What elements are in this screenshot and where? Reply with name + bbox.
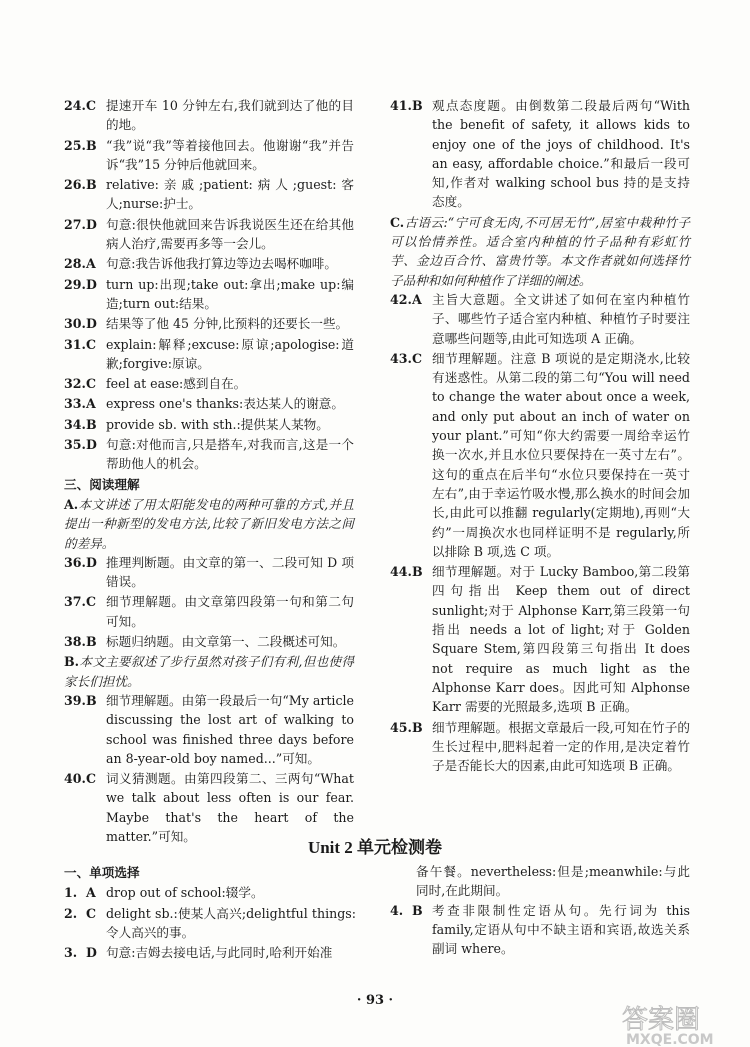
note-text: 本文讲述了用太阳能发电的两种可靠的方式,并且提出一种新型的发电方法,比较了新旧发电方法之间的差异。 [64,496,354,551]
unit2-left-column [64,862,356,963]
answer-item [64,435,354,474]
answer-item [390,349,690,561]
answer-letter: B [412,564,423,580]
passage-note-a [64,495,354,553]
question-number: 30. [64,316,86,332]
explanation-text: 考查非限制性定语从句。先行词为 this family,定语从句中不缺主语和宾语,故选关系副词 where。 [432,902,690,957]
answer-item [64,553,354,592]
left-column [64,96,354,847]
answer-number [390,901,432,959]
answer-item [390,290,690,348]
answer-item [64,632,354,651]
question-number: 38. [64,634,86,650]
explanation-text: 句意:很快他就回来告诉我说医生还在给其他病人治疗,需要再多等一会儿。 [106,216,354,252]
right-column [390,96,690,776]
answer-number [390,562,432,716]
answer-letter: C [86,98,97,113]
answer-item [64,215,354,254]
explanation-text: 细节理解题。对于 Lucky Bamboo,第二段第四句指出 Keep them out of direct sunlight;对于 Alphonse Karr,第三段第一句指出 needs a lot of light;对于 Golden Square Stem,第四段第三句指出 It does not require as much light as the Alphonse Karr does。因此可知 Alphonse Karr 需要的光照最多,选项 B 正确。 [432,564,690,715]
explanation-text: 句意:对他而言,只是搭车,对我而言,这是一个帮助他人的机会。 [106,437,354,472]
note-label: B. [64,654,80,670]
question-number: 4. [390,902,404,918]
answer-number [64,632,106,651]
question-number: 28. [64,256,86,272]
section-heading-reading: 三、阅读理解 [64,476,140,492]
answer-letter: C [86,771,97,787]
answer-number [64,553,106,592]
explanation-text: 句意:我告诉他我打算边等边去喝杯咖啡。 [106,256,337,272]
watermark-text: 答案圈 [622,1005,701,1035]
watermark-logo [618,1000,744,1046]
question-number: 27. [64,216,86,232]
answer-list [390,901,690,959]
answer-letter: B [412,719,423,735]
question-number: 26. [64,177,86,193]
note-label: A. [64,496,79,512]
answer-item [64,96,354,135]
note-label: C. [390,214,405,230]
answer-list [64,96,354,474]
answer-letter: A [86,396,96,412]
answer-item [64,691,354,768]
continued-text: 备午餐。nevertheless:但是;meanwhile:与此同时,在此期间。 [416,864,690,899]
answer-letter: D [86,316,97,332]
explanation-text: 结果等了他 45 分钟,比预料的还要长一些。 [106,316,349,332]
answer-letter: C [86,336,97,352]
explanation-text: 标题归纳题。由文章第一、二段概述可知。 [106,634,346,650]
answer-number [64,335,106,374]
passage-note-b [64,652,354,691]
answer-letter: D [86,945,97,961]
answer-item [64,592,354,631]
answer-letter: B [86,634,97,650]
question-number: 33. [64,396,86,412]
answer-item [64,904,356,943]
answer-letter: A [86,256,96,272]
answer-number [64,275,106,314]
note-text: 古语云:“宁可食无肉,不可居无竹”,居室中栽种竹子可以怡情养性。适合室内种植的竹子品种有彩虹竹芋、金边百合竹、富贵竹等。本文作者就如何选择竹子品种和如何种植作了详细的阐述。 [390,214,690,288]
explanation-text: 细节理解题。根据文章最后一段,可知在竹子的生长过程中,肥料起着一定的作用,是决定着竹子是否能长大的因素,由此可知选项 B 正确。 [432,719,690,774]
question-number: 31. [64,336,86,352]
answer-list [64,691,354,846]
answer-number [64,415,106,434]
question-number: 25. [64,137,86,153]
answer-item [64,254,354,273]
answer-number [64,943,106,962]
explanation-text: 细节理解题。由文章第四段第一句和第二句可知。 [106,594,354,629]
answer-number [64,374,106,393]
question-number: 37. [64,594,86,610]
explanation-text: 细节理解题。注意 B 项说的是定期浇水,比较有迷惑性。从第二段的第二句“You will need to change the water about once a week, and only put about an inch of water on your plant.”可知“你大约需要一周给幸运竹换一次水,并且水位只要保持在一英寸左右”。这句的重点在后半句“水位只要保持在一英寸左右”,由于幸运竹吸水慢,那么换水的时间会加长,由此可以推翻 regularly(定期地),再则“大约”一周换次水也同样证明不是 regularly,所以排除 B 项,选 C 项。 [432,350,690,559]
answer-item [64,335,354,374]
explanation-text: turn up:出现;take out:拿出;make up:编造;turn out:结果。 [106,276,354,311]
answer-number [64,883,106,902]
answer-number [64,215,106,254]
answer-item [64,883,356,902]
answer-item [390,562,690,716]
explanation-text: 细节理解题。由第一段最后一句“My article discussing the lost art of walking to school was finished three days before an 8-year-old boy named...”可知。 [106,692,354,766]
explanation-text: 句意:吉姆去接电话,与此同时,哈利开始准 [106,945,333,961]
explanation-text: relative:亲戚;patient:病人;guest:客人;nurse:护士。 [106,177,354,212]
answer-letter: D [86,216,97,232]
answer-number [64,314,106,333]
watermark-url: MXQE.COM [626,1032,714,1046]
answer-list [64,553,354,651]
answer-item [390,96,690,212]
question-number: 40. [64,771,86,787]
answer-letter: B [86,177,97,193]
answer-list [64,883,356,962]
answer-number [64,96,106,135]
answer-number [390,349,432,561]
answer-letter: B [86,137,97,153]
answer-letter: D [86,437,97,453]
question-number: 34. [64,416,86,432]
question-number: 36. [64,554,86,570]
answer-item [64,943,356,962]
answer-number [64,435,106,474]
question-number: 2. [64,905,78,921]
answer-number [64,592,106,631]
question-number: 1. [64,885,78,901]
question-number: 42. [390,291,412,307]
answer-item [64,314,354,333]
explanation-text: express one's thanks:表达某人的谢意。 [106,396,344,412]
explanation-text: provide sb. with sth.:提供某人某物。 [106,416,329,432]
question-number: 24. [64,98,86,113]
explanation-text: feel at ease:感到自在。 [106,376,247,392]
answer-letter: B [412,902,423,918]
answer-letter: C [86,594,97,610]
question-number: 43. [390,350,412,366]
explanation-text: explain:解释;excuse:原谅;apologise:道歉;forgive:原谅。 [106,336,354,371]
explanation-text: drop out of school:辍学。 [106,885,264,901]
answer-number [64,254,106,273]
note-text: 本文主要叙述了步行虽然对孩子们有利,但也使得家长们担忧。 [64,654,354,689]
answer-letter: A [412,291,422,307]
answer-number [64,175,106,214]
answer-letter: A [86,885,96,901]
answer-item [64,275,354,314]
question-number: 44. [390,564,412,580]
unit-title: Unit 2 单元检测卷 [307,838,443,857]
question-number: 45. [390,719,412,735]
page-number: · 93 · [356,993,394,1008]
answer-number [64,136,106,175]
answer-letter: B [86,692,97,708]
answer-item [64,136,354,175]
question-number: 32. [64,376,86,392]
question-number: 35. [64,437,86,453]
section-heading-choice: 一、单项选择 [64,865,140,880]
answer-item [64,415,354,434]
answer-number [64,691,106,768]
question-number: 41. [390,98,412,113]
answer-number [390,290,432,348]
answer-letter: C [86,905,97,921]
question-number: 3. [64,945,78,961]
answer-item [64,374,354,393]
answer-number [390,96,432,212]
answer-letter: D [86,276,97,292]
passage-note-c [390,213,690,290]
answer-letter: D [86,554,97,570]
explanation-text: delight sb.:使某人高兴;delightful things:令人高兴的事。 [106,905,356,940]
explanation-text: 提速开车 10 分钟左右,我们就到达了他的目的地。 [106,98,354,133]
explanation-text: 观点态度题。由倒数第二段最后两句“With the benefit of safety, it allows kids to enjoy one of the joys of childhood. It's an easy, affordable choice.”和最后一段可知,作者对 walking school bus 持的是支持态度。 [432,98,690,210]
answer-list [390,96,690,212]
answer-letter: B [412,98,423,113]
answer-list [390,290,690,775]
question-number: 29. [64,276,86,292]
answer-letter: C [412,350,423,366]
answer-number [390,718,432,776]
answer-item [390,901,690,959]
answer-letter: C [86,376,97,392]
answer-item [64,394,354,413]
answer-number [64,394,106,413]
question-number: 39. [64,692,86,708]
explanation-text: 主旨大意题。全文讲述了如何在室内种植竹子、哪些竹子适合室内种植、种植竹子时要注意哪些问题等,由此可知选项 A 正确。 [432,291,690,346]
answer-item [390,718,690,776]
answer-number [64,904,106,943]
explanation-text: “我”说“我”等着接他回去。他谢谢“我”并告诉“我”15 分钟后他就回来。 [106,137,354,172]
answer-letter: B [86,416,97,432]
explanation-text: 推理判断题。由文章的第一、二段可知 D 项错误。 [106,554,354,590]
explanation-text: 词义猜测题。由第四段第二、三两句“What we talk about less often is our fear. Maybe that's the heart of the matter.”可知。 [106,771,354,844]
answer-item [64,175,354,214]
unit2-right-column [390,862,690,959]
